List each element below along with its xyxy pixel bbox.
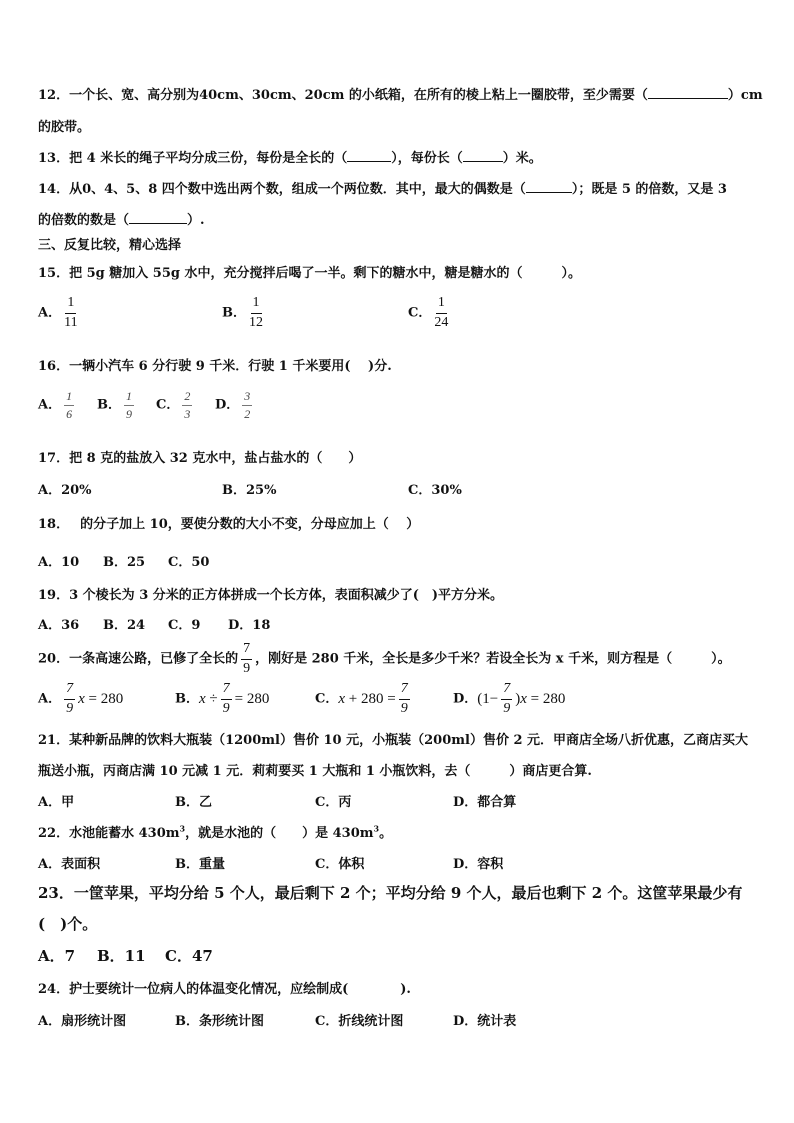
q22-option-b[interactable]: B．重量 — [175, 857, 225, 872]
answer-blank[interactable] — [463, 161, 503, 162]
q21-option-b[interactable]: B．乙 — [175, 795, 212, 810]
q14-line2: 的倍数的数是（ ）. — [38, 213, 205, 228]
fraction: $\frac{7}{9}$ — [66, 681, 74, 716]
fraction: $\frac{7}{9}$ — [222, 681, 230, 716]
q15-stem: 15．把 5g 糖加入 55g 水中，充分搅拌后喝了一半。剩下的糖水中，糖是糖水的（ ）。 — [38, 266, 582, 281]
q22-stem: 22．水池能蓄水 $430m^3$，就是水池的（ ）是 $430m^3$。 — [38, 823, 393, 841]
answer-blank[interactable] — [347, 161, 391, 162]
section-heading: 三、反复比较，精心选择 — [38, 238, 182, 253]
q16-option-a[interactable]: A． $\frac{1}{6}$ — [38, 389, 73, 421]
q21-line1: 21．某种新品牌的饮料大瓶装（1200ml）售价 10 元，小瓶装（200ml）售价 2 元．甲商店全场八折优惠，乙商店买大 — [38, 733, 749, 748]
fraction: $\frac{1}{11}$ — [64, 295, 78, 330]
fraction: $\frac{7}{9}$ — [503, 681, 511, 716]
fraction: $\frac{7}{9}$ — [400, 681, 408, 716]
q16-option-b[interactable]: B． $\frac{1}{9}$ — [97, 389, 132, 421]
q18-option-a[interactable]: A．10 — [38, 555, 80, 570]
q24-option-a[interactable]: A．扇形统计图 — [38, 1014, 127, 1029]
q13: 13．把 4 米长的绳子平均分成三份，每份是全长的（ ），每份长（ ）米。 — [38, 151, 542, 166]
q12-line2: 的胶带。 — [38, 120, 91, 135]
q22-option-c[interactable]: C．体积 — [315, 857, 365, 872]
q23-option-b[interactable]: B．11 — [97, 947, 146, 965]
q19-option-a[interactable]: A．36 — [38, 618, 80, 633]
q16-option-d[interactable]: D． $\frac{3}{2}$ — [215, 389, 251, 421]
q18-option-c[interactable]: C．50 — [168, 555, 210, 570]
q23-line2: ( )个。 — [38, 915, 98, 933]
equation: (1− $\frac{7}{9}$ )x = 280 — [477, 681, 566, 716]
q16-stem: 16．一辆小汽车 6 分行驶 9 千米．行驶 1 千米要用( )分. — [38, 359, 392, 374]
q24-stem: 24．护士要统计一位病人的体温变化情况，应绘制成( ). — [38, 982, 411, 997]
q21-option-a[interactable]: A．甲 — [38, 795, 75, 810]
fraction: $\frac{1}{9}$ — [126, 389, 132, 421]
q12-line1: 12．一个长、宽、高分别为40cm、30cm、20cm 的小纸箱，在所有的棱上粘上一圈胶带，至少需要（ ）cm — [38, 88, 763, 103]
q23-line1: 23．一筐苹果，平均分给 5 个人，最后剩下 2 个；平均分给 9 个人，最后也剩下 2 个。这筐苹果最少有 — [38, 884, 743, 902]
fraction: $\frac{1}{6}$ — [66, 389, 73, 421]
q19-option-b[interactable]: B．24 — [103, 618, 146, 633]
q24-option-b[interactable]: B．条形统计图 — [175, 1014, 264, 1029]
q18-option-b[interactable]: B．25 — [103, 555, 146, 570]
answer-blank[interactable] — [129, 223, 187, 224]
q21-line2: 瓶送小瓶，丙商店满 10 元减 1 元．莉莉要买 1 大瓶和 1 小瓶饮料，去（ ）商店更合算. — [38, 764, 592, 779]
q24-option-c[interactable]: C．折线统计图 — [315, 1014, 404, 1029]
q15-option-c[interactable]: C． $\frac{1}{24}$ — [408, 295, 449, 330]
fraction: $\frac{7}{9}$ — [243, 641, 251, 676]
q17-stem: 17．把 8 克的盐放入 32 克水中，盐占盐水的（ ） — [38, 451, 362, 466]
q15-option-a[interactable]: A． $\frac{1}{11}$ — [38, 295, 78, 330]
q17-option-a[interactable]: A．20% — [38, 483, 92, 498]
q20-option-a[interactable]: A． $\frac{7}{9}$ x = 280 — [38, 681, 124, 716]
q20-stem: 20．一条高速公路，已修了全长的 $\frac{7}{9}$ ，刚好是 280 千米，全长是多少千米？若设全长为 x 千米，则方程是（ ）。 — [38, 641, 731, 676]
equation: x ÷ $\frac{7}{9}$ = 280 — [199, 681, 270, 716]
q19-stem: 19．3 个棱长为 3 分米的正方体拼成一个长方体，表面积减少了( )平方分米。 — [38, 588, 504, 603]
fraction: $\frac{2}{3}$ — [184, 389, 191, 421]
q19-option-c[interactable]: C．9 — [168, 618, 201, 633]
fraction: $\frac{1}{12}$ — [249, 295, 263, 330]
q22-option-d[interactable]: D．容积 — [453, 857, 504, 872]
q18-stem: 18． 的分子加上 10，要使分数的大小不变，分母应加上（ ） — [38, 517, 420, 532]
equation: $\frac{7}{9}$ x = 280 — [66, 681, 124, 716]
q17-option-c[interactable]: C．30% — [408, 483, 462, 498]
q22-option-a[interactable]: A．表面积 — [38, 857, 101, 872]
q19-option-d[interactable]: D．18 — [228, 618, 271, 633]
answer-blank[interactable] — [648, 98, 728, 99]
fraction: $\frac{1}{24}$ — [434, 295, 449, 330]
q20-option-d[interactable]: D．(1− $\frac{7}{9}$ )x = 280 — [453, 681, 566, 716]
equation: x + 280 = $\frac{7}{9}$ — [338, 681, 408, 716]
q23-option-a[interactable]: A．7 — [38, 947, 76, 965]
q16-option-c[interactable]: C． $\frac{2}{3}$ — [156, 389, 191, 421]
q24-option-d[interactable]: D．统计表 — [453, 1014, 517, 1029]
q14-line1: 14．从0、4、5、8 四个数中选出两个数，组成一个两位数．其中，最大的偶数是（ ）；既是 5 的倍数，又是 3 — [38, 182, 727, 197]
q17-option-b[interactable]: B．25% — [222, 483, 277, 498]
q23-option-c[interactable]: C．47 — [165, 947, 213, 965]
q20-option-b[interactable]: B．x ÷ $\frac{7}{9}$ = 280 — [175, 681, 270, 716]
fraction: $\frac{3}{2}$ — [244, 389, 251, 421]
q21-option-c[interactable]: C．丙 — [315, 795, 352, 810]
answer-blank[interactable] — [526, 192, 572, 193]
q15-option-b[interactable]: B． $\frac{1}{12}$ — [222, 295, 263, 330]
q21-option-d[interactable]: D．都合算 — [453, 795, 517, 810]
q20-option-c[interactable]: C．x + 280 = $\frac{7}{9}$ — [315, 682, 413, 716]
